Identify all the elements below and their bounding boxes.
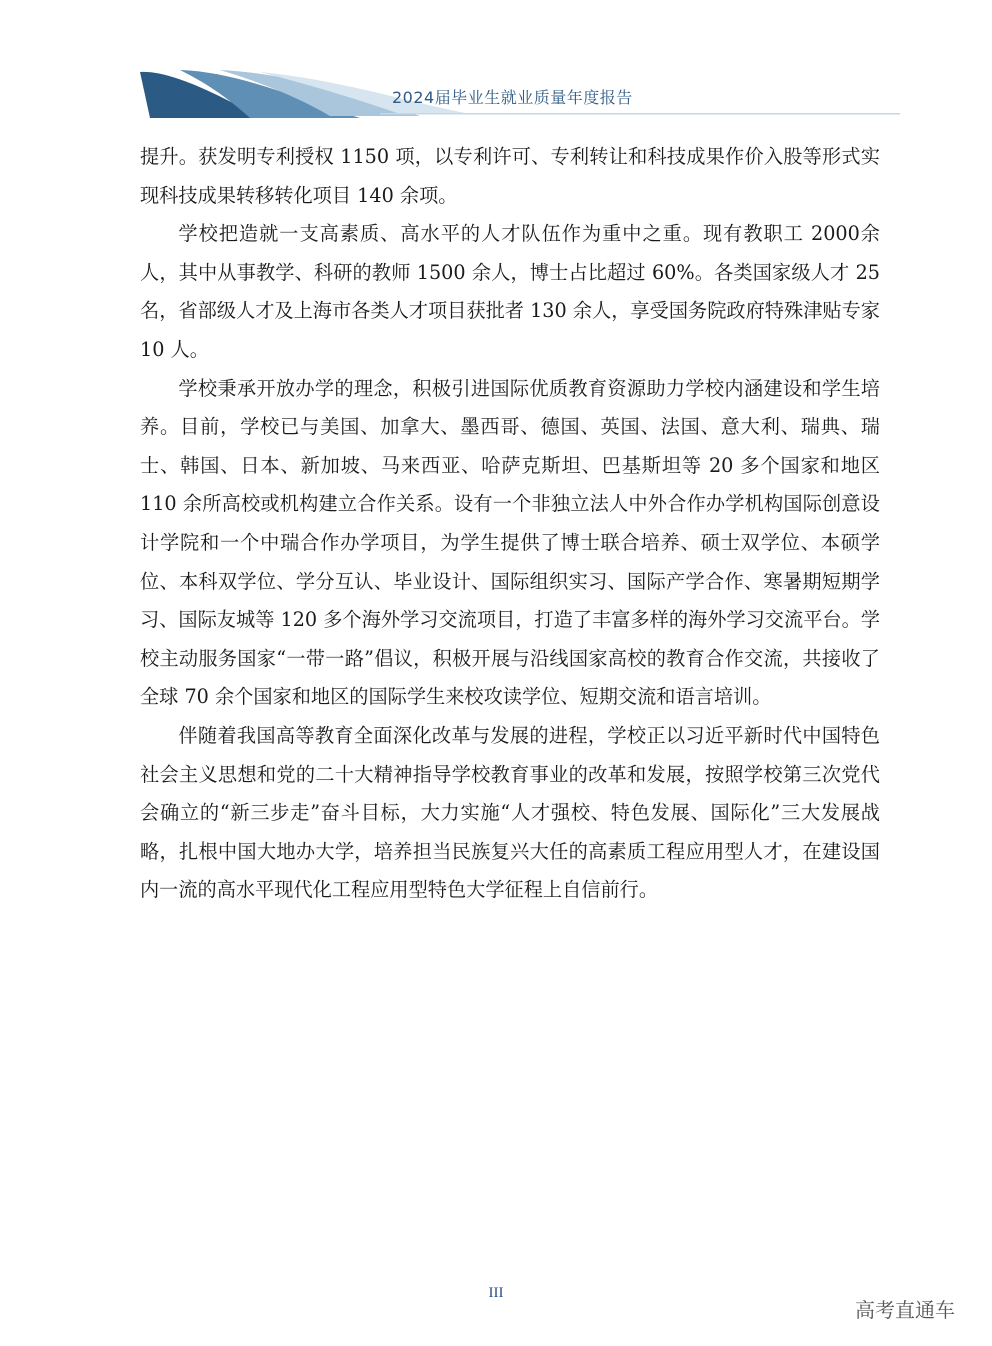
paragraph-development: 伴随着我国高等教育全面深化改革与发展的进程，学校正以习近平新时代中国特色社会主义思想和党的二十大精神指导学校教育事业的改革和发展，按照学校第三次党代会确立的“新三步走”奋斗目标，大力实施“人才强校、特色发展、国际化”三大发展战略，扎根中国大地办大学，培养担当民族复兴大任的高素质工程应用型人才，在建设国内一流的高水平现代化工程应用型特色大学征程上自信前行。 — [140, 723, 880, 902]
paragraph-international: 学校秉承开放办学的理念，积极引进国际优质教育资源助力学校内涵建设和学生培养。目前，学校已与美国、加拿大、墨西哥、德国、英国、法国、意大利、瑞典、瑞士、韩国、日本、新加坡、马来西亚、哈萨克斯坦、巴基斯坦等 20 多个国家和地区 110 余所高校或机构建立合作关系。设有一个非独立法人中外合作办学机构国际创意设计学院和一个中瑞合作办学项目，为学生提供了博士联合培养、硕士双学位、本硕学位、本科双学位、学分互认、毕业设计、国际组织实习、国际产学合作、寒暑期短期学习、国际友城等 120 多个海外学习交流项目，打造了丰富多样的海外学习交流平台。学校主动服务国家“一带一路”倡议，积极开展与沿线国家高校的教育合作交流，共接收了全球 70 余个国家和地区的国际学生来校攻读学位、短期交流和语言培训。 — [140, 376, 880, 709]
watermark-text: 高考直通车 — [855, 1298, 955, 1322]
page-number: III — [488, 1285, 504, 1301]
paragraph-faculty: 学校把造就一支高素质、高水平的人才队伍作为重中之重。现有教职工 2000余人，其中从事教学、科研的教师 1500 余人，博士占比超过 60%。各类国家级人才 25 名，省部级人才及上海市各类人才项目获批者 130 余人，享受国务院政府特殊津贴专家 10 人。 — [140, 222, 880, 361]
main-text — [140, 138, 880, 910]
paragraph-continuation: 提升。获发明专利授权 1150 项，以专利许可、专利转让和科技成果作价入股等形式实现科技成果转移转化项目 140 余项。 — [140, 145, 880, 207]
header-wave-decoration — [0, 0, 992, 130]
report-title: 2024届毕业生就业质量年度报告 — [392, 88, 633, 107]
page-header — [0, 0, 992, 130]
